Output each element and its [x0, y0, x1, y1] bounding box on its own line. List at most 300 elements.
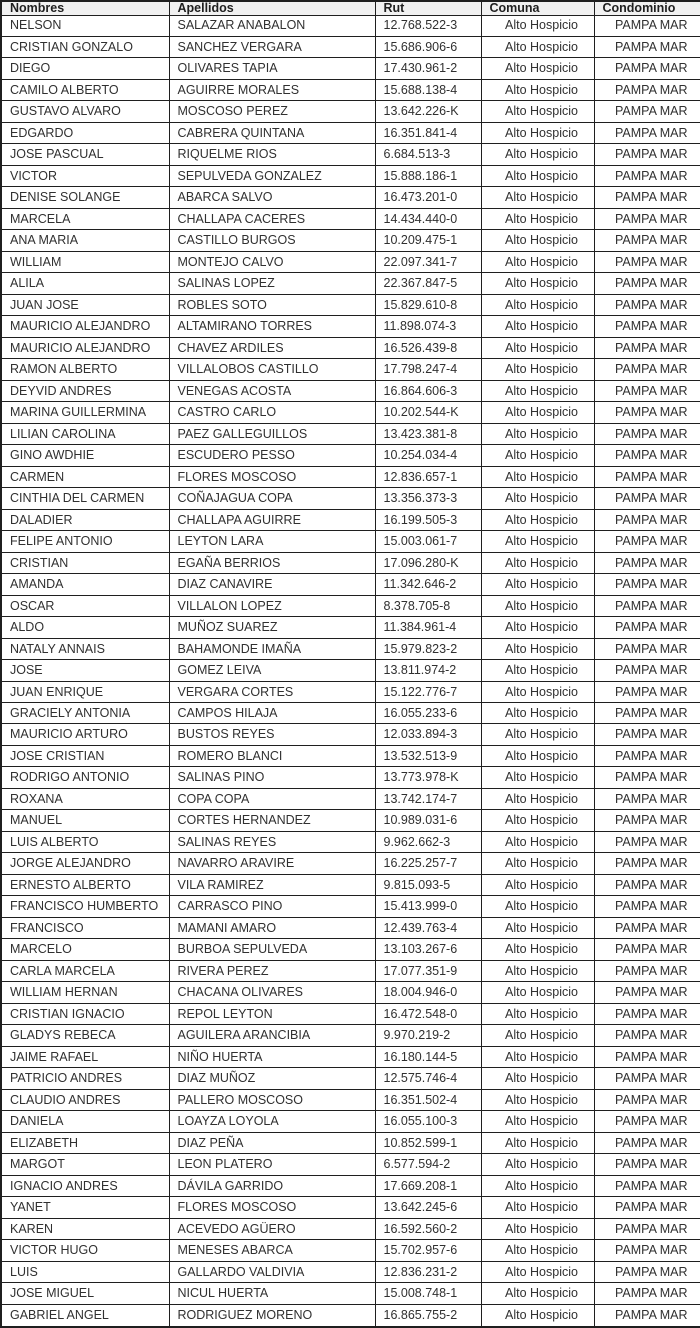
table-row	[1, 638, 700, 659]
column-header-nombres: Nombres	[1, 1, 169, 15]
table-row	[1, 208, 700, 229]
cell-condominio: PAMPA MAR	[594, 101, 700, 122]
cell-condominio: PAMPA MAR	[594, 1240, 700, 1261]
cell-condominio: PAMPA MAR	[594, 1283, 700, 1304]
cell-nombres: MAURICIO ALEJANDRO	[1, 316, 169, 337]
cell-rut: 9.815.093-5	[375, 874, 481, 895]
table-row	[1, 1025, 700, 1046]
cell-condominio: PAMPA MAR	[594, 681, 700, 702]
cell-rut: 16.180.144-5	[375, 1046, 481, 1067]
table-row	[1, 767, 700, 788]
cell-apellidos: NICUL HUERTA	[169, 1283, 375, 1304]
table-row	[1, 1197, 700, 1218]
cell-rut: 6.684.513-3	[375, 144, 481, 165]
table-row	[1, 724, 700, 745]
cell-apellidos: SALAZAR ANABALON	[169, 15, 375, 36]
cell-nombres: MARCELA	[1, 208, 169, 229]
table-row	[1, 445, 700, 466]
table-row	[1, 294, 700, 315]
cell-nombres: FELIPE ANTONIO	[1, 531, 169, 552]
column-header-apellidos: Apellidos	[169, 1, 375, 15]
cell-nombres: JORGE ALEJANDRO	[1, 853, 169, 874]
cell-apellidos: ACEVEDO AGÜERO	[169, 1218, 375, 1239]
cell-rut: 13.103.267-6	[375, 939, 481, 960]
table-row	[1, 1132, 700, 1153]
cell-comuna: Alto Hospicio	[481, 982, 594, 1003]
table-row	[1, 788, 700, 809]
table-row	[1, 1089, 700, 1110]
cell-nombres: JUAN ENRIQUE	[1, 681, 169, 702]
table-row	[1, 423, 700, 444]
cell-rut: 13.742.174-7	[375, 788, 481, 809]
cell-condominio: PAMPA MAR	[594, 187, 700, 208]
cell-comuna: Alto Hospicio	[481, 574, 594, 595]
column-header-condominio: Condominio	[594, 1, 700, 15]
cell-nombres: RAMON ALBERTO	[1, 359, 169, 380]
cell-apellidos: RIQUELME RIOS	[169, 144, 375, 165]
cell-condominio: PAMPA MAR	[594, 574, 700, 595]
cell-nombres: JOSE	[1, 660, 169, 681]
table-row	[1, 273, 700, 294]
cell-apellidos: GALLARDO VALDIVIA	[169, 1261, 375, 1282]
cell-nombres: GLADYS REBECA	[1, 1025, 169, 1046]
cell-rut: 16.199.505-3	[375, 509, 481, 530]
cell-comuna: Alto Hospicio	[481, 681, 594, 702]
cell-nombres: DEYVID ANDRES	[1, 380, 169, 401]
cell-comuna: Alto Hospicio	[481, 230, 594, 251]
cell-apellidos: VILLALOBOS CASTILLO	[169, 359, 375, 380]
cell-comuna: Alto Hospicio	[481, 294, 594, 315]
cell-nombres: LILIAN CAROLINA	[1, 423, 169, 444]
table-row	[1, 660, 700, 681]
cell-condominio: PAMPA MAR	[594, 230, 700, 251]
table-row	[1, 1283, 700, 1304]
cell-condominio: PAMPA MAR	[594, 638, 700, 659]
cell-apellidos: NAVARRO ARAVIRE	[169, 853, 375, 874]
cell-condominio: PAMPA MAR	[594, 939, 700, 960]
cell-condominio: PAMPA MAR	[594, 144, 700, 165]
table-row	[1, 703, 700, 724]
cell-comuna: Alto Hospicio	[481, 36, 594, 57]
cell-nombres: GRACIELY ANTONIA	[1, 703, 169, 724]
cell-comuna: Alto Hospicio	[481, 122, 594, 143]
cell-nombres: IGNACIO ANDRES	[1, 1175, 169, 1196]
cell-nombres: JOSE CRISTIAN	[1, 745, 169, 766]
cell-rut: 12.768.522-3	[375, 15, 481, 36]
cell-comuna: Alto Hospicio	[481, 101, 594, 122]
cell-nombres: ERNESTO ALBERTO	[1, 874, 169, 895]
cell-comuna: Alto Hospicio	[481, 939, 594, 960]
table-row	[1, 187, 700, 208]
cell-comuna: Alto Hospicio	[481, 79, 594, 100]
cell-apellidos: MOSCOSO PEREZ	[169, 101, 375, 122]
cell-rut: 17.669.208-1	[375, 1175, 481, 1196]
cell-condominio: PAMPA MAR	[594, 1068, 700, 1089]
cell-apellidos: EGAÑA BERRIOS	[169, 552, 375, 573]
cell-rut: 16.225.257-7	[375, 853, 481, 874]
cell-apellidos: CABRERA QUINTANA	[169, 122, 375, 143]
cell-apellidos: NIÑO HUERTA	[169, 1046, 375, 1067]
cell-apellidos: ESCUDERO PESSO	[169, 445, 375, 466]
cell-condominio: PAMPA MAR	[594, 423, 700, 444]
table-row	[1, 1046, 700, 1067]
cell-rut: 12.836.657-1	[375, 466, 481, 487]
column-header-rut: Rut	[375, 1, 481, 15]
cell-comuna: Alto Hospicio	[481, 853, 594, 874]
cell-comuna: Alto Hospicio	[481, 1218, 594, 1239]
cell-nombres: LUIS	[1, 1261, 169, 1282]
cell-condominio: PAMPA MAR	[594, 273, 700, 294]
cell-apellidos: VENEGAS ACOSTA	[169, 380, 375, 401]
cell-comuna: Alto Hospicio	[481, 15, 594, 36]
cell-apellidos: VILA RAMIREZ	[169, 874, 375, 895]
table-row	[1, 552, 700, 573]
cell-nombres: ROXANA	[1, 788, 169, 809]
cell-condominio: PAMPA MAR	[594, 982, 700, 1003]
table-row	[1, 831, 700, 852]
cell-condominio: PAMPA MAR	[594, 1261, 700, 1282]
cell-apellidos: FLORES MOSCOSO	[169, 1197, 375, 1218]
cell-condominio: PAMPA MAR	[594, 316, 700, 337]
table-row	[1, 101, 700, 122]
cell-comuna: Alto Hospicio	[481, 660, 594, 681]
cell-rut: 11.384.961-4	[375, 617, 481, 638]
cell-apellidos: BAHAMONDE IMAÑA	[169, 638, 375, 659]
cell-nombres: YANET	[1, 1197, 169, 1218]
table-row	[1, 1154, 700, 1175]
cell-comuna: Alto Hospicio	[481, 144, 594, 165]
cell-rut: 12.439.763-4	[375, 917, 481, 938]
cell-comuna: Alto Hospicio	[481, 595, 594, 616]
cell-nombres: MAURICIO ARTURO	[1, 724, 169, 745]
cell-condominio: PAMPA MAR	[594, 767, 700, 788]
cell-apellidos: REPOL LEYTON	[169, 1003, 375, 1024]
table-row	[1, 1240, 700, 1261]
cell-apellidos: COÑAJAGUA COPA	[169, 488, 375, 509]
cell-nombres: GABRIEL ANGEL	[1, 1304, 169, 1327]
cell-rut: 16.351.841-4	[375, 122, 481, 143]
cell-comuna: Alto Hospicio	[481, 831, 594, 852]
column-header-comuna: Comuna	[481, 1, 594, 15]
cell-rut: 15.413.999-0	[375, 896, 481, 917]
cell-apellidos: RIVERA PEREZ	[169, 960, 375, 981]
cell-condominio: PAMPA MAR	[594, 380, 700, 401]
cell-apellidos: ABARCA SALVO	[169, 187, 375, 208]
cell-nombres: GUSTAVO ALVARO	[1, 101, 169, 122]
cell-rut: 16.472.548-0	[375, 1003, 481, 1024]
cell-condominio: PAMPA MAR	[594, 960, 700, 981]
cell-condominio: PAMPA MAR	[594, 1111, 700, 1132]
cell-rut: 16.864.606-3	[375, 380, 481, 401]
cell-condominio: PAMPA MAR	[594, 402, 700, 423]
table-row	[1, 982, 700, 1003]
cell-apellidos: SALINAS LOPEZ	[169, 273, 375, 294]
cell-rut: 13.811.974-2	[375, 660, 481, 681]
cell-condominio: PAMPA MAR	[594, 853, 700, 874]
cell-apellidos: DIAZ MUÑOZ	[169, 1068, 375, 1089]
cell-condominio: PAMPA MAR	[594, 251, 700, 272]
table-row	[1, 15, 700, 36]
cell-comuna: Alto Hospicio	[481, 552, 594, 573]
cell-condominio: PAMPA MAR	[594, 1218, 700, 1239]
cell-comuna: Alto Hospicio	[481, 58, 594, 79]
cell-comuna: Alto Hospicio	[481, 359, 594, 380]
cell-rut: 13.773.978-K	[375, 767, 481, 788]
cell-rut: 13.356.373-3	[375, 488, 481, 509]
cell-apellidos: BURBOA SEPULVEDA	[169, 939, 375, 960]
table-row	[1, 58, 700, 79]
cell-rut: 8.378.705-8	[375, 595, 481, 616]
cell-condominio: PAMPA MAR	[594, 874, 700, 895]
cell-condominio: PAMPA MAR	[594, 531, 700, 552]
table-row	[1, 745, 700, 766]
cell-rut: 13.423.381-8	[375, 423, 481, 444]
cell-rut: 16.526.439-8	[375, 337, 481, 358]
cell-rut: 15.688.138-4	[375, 79, 481, 100]
cell-nombres: OSCAR	[1, 595, 169, 616]
cell-comuna: Alto Hospicio	[481, 1132, 594, 1153]
cell-rut: 16.865.755-2	[375, 1304, 481, 1327]
cell-nombres: EDGARDO	[1, 122, 169, 143]
cell-condominio: PAMPA MAR	[594, 788, 700, 809]
cell-apellidos: FLORES MOSCOSO	[169, 466, 375, 487]
cell-condominio: PAMPA MAR	[594, 1197, 700, 1218]
table-row	[1, 960, 700, 981]
cell-comuna: Alto Hospicio	[481, 466, 594, 487]
cell-rut: 13.642.245-6	[375, 1197, 481, 1218]
cell-nombres: PATRICIO ANDRES	[1, 1068, 169, 1089]
cell-rut: 16.473.201-0	[375, 187, 481, 208]
cell-nombres: ALDO	[1, 617, 169, 638]
cell-apellidos: DIAZ CANAVIRE	[169, 574, 375, 595]
cell-rut: 6.577.594-2	[375, 1154, 481, 1175]
cell-rut: 12.033.894-3	[375, 724, 481, 745]
cell-nombres: CLAUDIO ANDRES	[1, 1089, 169, 1110]
cell-condominio: PAMPA MAR	[594, 15, 700, 36]
cell-condominio: PAMPA MAR	[594, 445, 700, 466]
cell-nombres: MANUEL	[1, 810, 169, 831]
cell-nombres: JAIME RAFAEL	[1, 1046, 169, 1067]
cell-condominio: PAMPA MAR	[594, 703, 700, 724]
cell-condominio: PAMPA MAR	[594, 294, 700, 315]
table-row	[1, 488, 700, 509]
cell-comuna: Alto Hospicio	[481, 509, 594, 530]
cell-comuna: Alto Hospicio	[481, 1261, 594, 1282]
cell-condominio: PAMPA MAR	[594, 337, 700, 358]
cell-condominio: PAMPA MAR	[594, 1025, 700, 1046]
cell-apellidos: CORTES HERNANDEZ	[169, 810, 375, 831]
cell-nombres: CRISTIAN IGNACIO	[1, 1003, 169, 1024]
cell-nombres: JOSE MIGUEL	[1, 1283, 169, 1304]
cell-nombres: FRANCISCO	[1, 917, 169, 938]
cell-apellidos: PALLERO MOSCOSO	[169, 1089, 375, 1110]
cell-apellidos: RODRIGUEZ MORENO	[169, 1304, 375, 1327]
cell-comuna: Alto Hospicio	[481, 1283, 594, 1304]
cell-condominio: PAMPA MAR	[594, 552, 700, 573]
table-row	[1, 466, 700, 487]
table-row	[1, 917, 700, 938]
cell-comuna: Alto Hospicio	[481, 531, 594, 552]
cell-apellidos: CARRASCO PINO	[169, 896, 375, 917]
cell-comuna: Alto Hospicio	[481, 1240, 594, 1261]
cell-comuna: Alto Hospicio	[481, 1046, 594, 1067]
cell-apellidos: VILLALON LOPEZ	[169, 595, 375, 616]
cell-nombres: ELIZABETH	[1, 1132, 169, 1153]
table-row	[1, 122, 700, 143]
cell-nombres: ANA MARIA	[1, 230, 169, 251]
cell-apellidos: SEPULVEDA GONZALEZ	[169, 165, 375, 186]
cell-comuna: Alto Hospicio	[481, 445, 594, 466]
cell-rut: 11.342.646-2	[375, 574, 481, 595]
table-row	[1, 359, 700, 380]
cell-rut: 15.003.061-7	[375, 531, 481, 552]
cell-condominio: PAMPA MAR	[594, 831, 700, 852]
table-row	[1, 896, 700, 917]
cell-rut: 16.592.560-2	[375, 1218, 481, 1239]
cell-comuna: Alto Hospicio	[481, 208, 594, 229]
cell-apellidos: PAEZ GALLEGUILLOS	[169, 423, 375, 444]
cell-apellidos: CASTRO CARLO	[169, 402, 375, 423]
cell-comuna: Alto Hospicio	[481, 273, 594, 294]
cell-apellidos: MAMANI AMARO	[169, 917, 375, 938]
cell-rut: 16.351.502-4	[375, 1089, 481, 1110]
cell-nombres: LUIS ALBERTO	[1, 831, 169, 852]
cell-comuna: Alto Hospicio	[481, 1068, 594, 1089]
table-row	[1, 144, 700, 165]
cell-condominio: PAMPA MAR	[594, 660, 700, 681]
cell-apellidos: SALINAS REYES	[169, 831, 375, 852]
cell-apellidos: MENESES ABARCA	[169, 1240, 375, 1261]
cell-rut: 10.254.034-4	[375, 445, 481, 466]
cell-condominio: PAMPA MAR	[594, 466, 700, 487]
cell-nombres: MAURICIO ALEJANDRO	[1, 337, 169, 358]
cell-comuna: Alto Hospicio	[481, 316, 594, 337]
cell-rut: 10.989.031-6	[375, 810, 481, 831]
table-row	[1, 1261, 700, 1282]
cell-apellidos: DIAZ PEÑA	[169, 1132, 375, 1153]
cell-nombres: RODRIGO ANTONIO	[1, 767, 169, 788]
cell-nombres: DIEGO	[1, 58, 169, 79]
cell-condominio: PAMPA MAR	[594, 359, 700, 380]
cell-comuna: Alto Hospicio	[481, 1111, 594, 1132]
table-row	[1, 337, 700, 358]
cell-nombres: KAREN	[1, 1218, 169, 1239]
table-row	[1, 531, 700, 552]
cell-comuna: Alto Hospicio	[481, 380, 594, 401]
cell-nombres: GINO AWDHIE	[1, 445, 169, 466]
cell-apellidos: AGUILERA ARANCIBIA	[169, 1025, 375, 1046]
cell-nombres: MARINA GUILLERMINA	[1, 402, 169, 423]
cell-apellidos: AGUIRRE MORALES	[169, 79, 375, 100]
cell-comuna: Alto Hospicio	[481, 337, 594, 358]
table-row	[1, 574, 700, 595]
cell-condominio: PAMPA MAR	[594, 1304, 700, 1327]
cell-comuna: Alto Hospicio	[481, 703, 594, 724]
cell-nombres: ALILA	[1, 273, 169, 294]
cell-condominio: PAMPA MAR	[594, 1046, 700, 1067]
cell-nombres: NELSON	[1, 15, 169, 36]
table-row	[1, 316, 700, 337]
cell-nombres: CARLA MARCELA	[1, 960, 169, 981]
cell-apellidos: OLIVARES TAPIA	[169, 58, 375, 79]
cell-condominio: PAMPA MAR	[594, 122, 700, 143]
cell-comuna: Alto Hospicio	[481, 617, 594, 638]
cell-rut: 16.055.233-6	[375, 703, 481, 724]
cell-rut: 22.097.341-7	[375, 251, 481, 272]
table-body	[1, 15, 700, 1327]
cell-comuna: Alto Hospicio	[481, 896, 594, 917]
cell-rut: 9.962.662-3	[375, 831, 481, 852]
cell-condominio: PAMPA MAR	[594, 208, 700, 229]
table-row	[1, 1175, 700, 1196]
cell-apellidos: ALTAMIRANO TORRES	[169, 316, 375, 337]
cell-apellidos: SALINAS PINO	[169, 767, 375, 788]
cell-comuna: Alto Hospicio	[481, 1154, 594, 1175]
cell-apellidos: BUSTOS REYES	[169, 724, 375, 745]
table-row	[1, 1218, 700, 1239]
cell-comuna: Alto Hospicio	[481, 165, 594, 186]
cell-apellidos: SANCHEZ VERGARA	[169, 36, 375, 57]
cell-condominio: PAMPA MAR	[594, 36, 700, 57]
cell-comuna: Alto Hospicio	[481, 960, 594, 981]
cell-condominio: PAMPA MAR	[594, 810, 700, 831]
cell-comuna: Alto Hospicio	[481, 724, 594, 745]
cell-condominio: PAMPA MAR	[594, 1154, 700, 1175]
cell-condominio: PAMPA MAR	[594, 488, 700, 509]
cell-comuna: Alto Hospicio	[481, 1304, 594, 1327]
cell-condominio: PAMPA MAR	[594, 165, 700, 186]
table-row	[1, 165, 700, 186]
cell-comuna: Alto Hospicio	[481, 874, 594, 895]
cell-rut: 14.434.440-0	[375, 208, 481, 229]
cell-comuna: Alto Hospicio	[481, 1089, 594, 1110]
table-row	[1, 1111, 700, 1132]
cell-nombres: DENISE SOLANGE	[1, 187, 169, 208]
cell-condominio: PAMPA MAR	[594, 1132, 700, 1153]
cell-apellidos: CHALLAPA AGUIRRE	[169, 509, 375, 530]
cell-rut: 15.979.823-2	[375, 638, 481, 659]
cell-rut: 10.852.599-1	[375, 1132, 481, 1153]
cell-comuna: Alto Hospicio	[481, 810, 594, 831]
cell-comuna: Alto Hospicio	[481, 488, 594, 509]
cell-apellidos: CAMPOS HILAJA	[169, 703, 375, 724]
cell-comuna: Alto Hospicio	[481, 767, 594, 788]
table-row	[1, 251, 700, 272]
cell-rut: 11.898.074-3	[375, 316, 481, 337]
cell-nombres: CRISTIAN	[1, 552, 169, 573]
cell-rut: 12.836.231-2	[375, 1261, 481, 1282]
cell-nombres: CARMEN	[1, 466, 169, 487]
cell-rut: 13.532.513-9	[375, 745, 481, 766]
cell-rut: 18.004.946-0	[375, 982, 481, 1003]
cell-rut: 10.202.544-K	[375, 402, 481, 423]
cell-nombres: WILLIAM HERNAN	[1, 982, 169, 1003]
cell-nombres: AMANDA	[1, 574, 169, 595]
cell-comuna: Alto Hospicio	[481, 1025, 594, 1046]
cell-comuna: Alto Hospicio	[481, 745, 594, 766]
cell-rut: 15.122.776-7	[375, 681, 481, 702]
cell-condominio: PAMPA MAR	[594, 595, 700, 616]
cell-condominio: PAMPA MAR	[594, 896, 700, 917]
cell-rut: 12.575.746-4	[375, 1068, 481, 1089]
cell-nombres: MARCELO	[1, 939, 169, 960]
cell-nombres: CAMILO ALBERTO	[1, 79, 169, 100]
table-row	[1, 402, 700, 423]
cell-comuna: Alto Hospicio	[481, 251, 594, 272]
cell-condominio: PAMPA MAR	[594, 1003, 700, 1024]
table-row	[1, 36, 700, 57]
cell-apellidos: GOMEZ LEIVA	[169, 660, 375, 681]
